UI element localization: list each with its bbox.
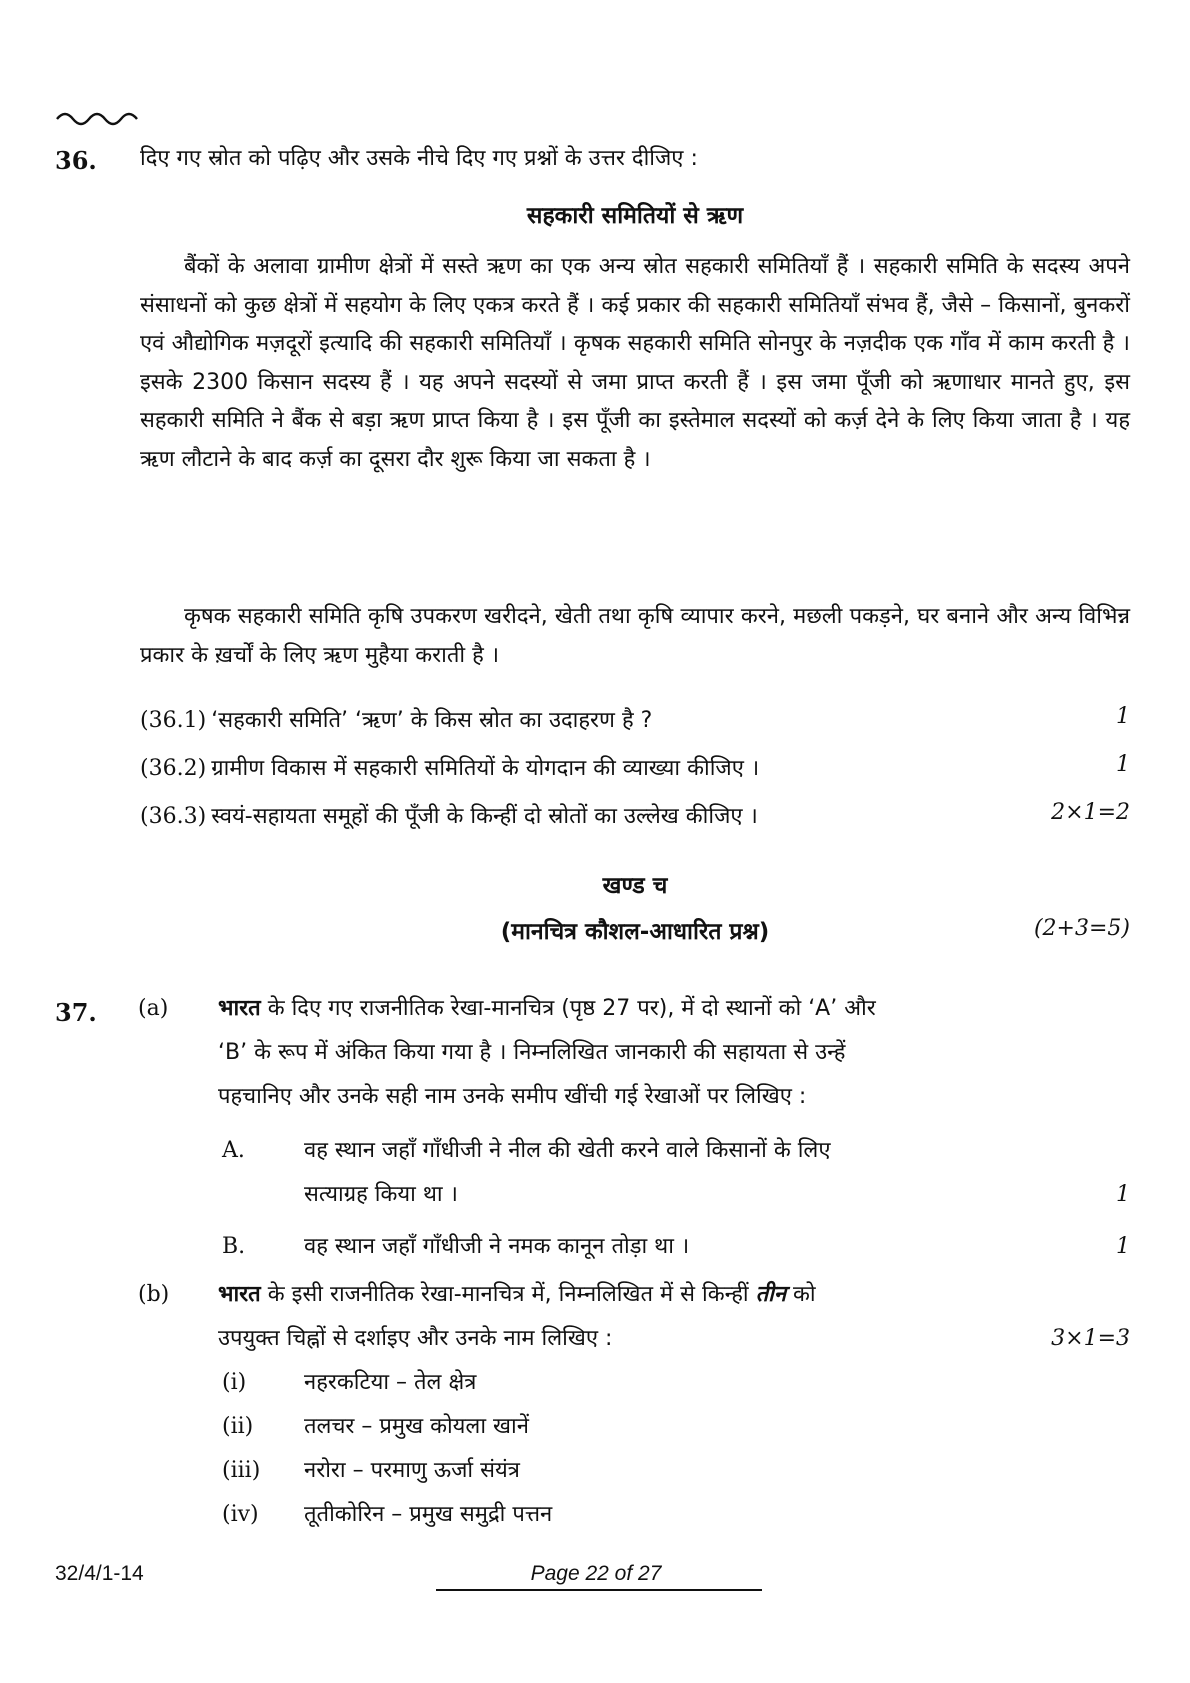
part-b-text <box>218 1276 1130 1358</box>
item-a-marks: 1 <box>1116 1182 1130 1207</box>
list-item-label: (iv) <box>222 1502 259 1527</box>
part-b-line1a: के इसी राजनीतिक रेखा-मानचित्र में, निम्नलिखित में से किन्हीं <box>260 1282 756 1307</box>
subquestion-label: (36.3) <box>140 804 207 829</box>
item-a-text <box>304 1132 1130 1214</box>
q36-instruction: दिए गए स्रोत को पढ़िए और उसके नीचे दिए गए प्रश्नों के उत्तर दीजिए : <box>140 146 698 171</box>
part-a-label: (a) <box>138 996 169 1021</box>
bold-keyword: भारत <box>218 996 261 1021</box>
passage-paragraph-1 <box>140 248 1130 479</box>
list-item-text: नरोरा – परमाणु ऊर्जा संयंत्र <box>304 1458 520 1483</box>
subquestion-36-1 <box>140 704 1130 734</box>
subquestion-text: ‘सहकारी समिति’ ‘ऋण’ के किस स्रोत का उदाहरण है ? <box>211 708 653 733</box>
emphasized-word: तीन <box>755 1282 787 1307</box>
part-a-text <box>218 990 1130 1116</box>
part-a-line1: के दिए गए राजनीतिक रेखा-मानचित्र (पृष्ठ 27 पर), में दो स्थानों को ‘A’ और <box>260 996 876 1021</box>
wave-decoration-icon <box>55 105 155 129</box>
item-a-label: A. <box>222 1138 245 1163</box>
marks: 1 <box>1116 704 1130 729</box>
part-b-line1b: को <box>786 1282 816 1307</box>
section-title: खण्ड च <box>602 873 668 899</box>
section-subtitle: (मानचित्र कौशल-आधारित प्रश्न) <box>500 919 770 945</box>
item-b-text: वह स्थान जहाँ गाँधीजी ने नमक कानून तोड़ा था । <box>304 1234 690 1259</box>
subquestion-36-2 <box>140 752 1130 782</box>
part-a-line2: ‘B’ के रूप में अंकित किया गया है । निम्नलिखित जानकारी की सहायता से उन्हें <box>218 1040 846 1065</box>
list-item-text: नहरकटिया – तेल क्षेत्र <box>304 1370 477 1395</box>
subquestion-label: (36.1) <box>140 708 207 733</box>
paragraph-2-text: कृषक सहकारी समिति कृषि उपकरण खरीदने, खेती तथा कृषि व्यापार करने, मछली पकड़ने, घर बनाने और अन्य विभिन्न प्रकार के ख़र्चों के लिए ऋण मुहैया कराती है । <box>140 604 1130 668</box>
part-a-line3: पहचानिए और उनके सही नाम उनके समीप खींची गई रेखाओं पर लिखिए : <box>218 1084 807 1109</box>
question-number-36: 36. <box>55 146 97 175</box>
marks: 1 <box>1116 752 1130 777</box>
subquestion-text: स्वयं-सहायता समूहों की पूँजी के किन्हीं दो स्रोतों का उल्लेख कीजिए । <box>211 804 758 829</box>
part-b-marks: 3×1=3 <box>1051 1326 1130 1351</box>
list-item-label: (iii) <box>222 1458 261 1483</box>
item-a-line1: वह स्थान जहाँ गाँधीजी ने नील की खेती करने वाले किसानों के लिए <box>304 1138 831 1163</box>
paragraph-1-text: बैंकों के अलावा ग्रामीण क्षेत्रों में सस्ते ऋण का एक अन्य स्रोत सहकारी समितियाँ हैं । सहकारी समिति के सदस्य अपने संसाधनों को कुछ क्षेत्रों में सहयोग के लिए एकत्र करते हैं । कई प्रकार की सहकारी समितियाँ संभव हैं, जैसे – किसानों, बुनकरों एवं औद्योगिक मज़दूरों इत्यादि की सहकारी समितियाँ । कृषक सहकारी समिति सोनपुर के नज़दीक एक गाँव में काम करती है । इसके 2300 किसान सदस्य हैं । यह अपने सदस्यों से जमा प्राप्त करती हैं । इस जमा पूँजी को ऋणाधार मानते हुए, इस सहकारी समिति ने बैंक से बड़ा ऋण प्राप्त किया है । इस पूँजी का इस्तेमाल सदस्यों को कर्ज़ देने के लिए किया जाता है । यह ऋण लौटाने के बाद कर्ज़ का दूसरा दौर शुरू किया जा सकता है । <box>140 254 1130 472</box>
list-item-label: (ii) <box>222 1414 254 1439</box>
list-item-label: (i) <box>222 1370 247 1395</box>
bold-keyword: भारत <box>218 1282 261 1307</box>
marks: 2×1=2 <box>1051 800 1130 825</box>
footer-rule <box>436 1589 762 1591</box>
subquestion-36-3 <box>140 800 1130 830</box>
passage-paragraph-2 <box>140 598 1130 675</box>
subquestion-text: ग्रामीण विकास में सहकारी समितियों के योगदान की व्याख्या कीजिए । <box>211 756 760 781</box>
page-number: Page 22 of 27 <box>530 1562 662 1585</box>
part-b-line2: उपयुक्त चिह्नों से दर्शाइए और उनके नाम लिखिए : <box>218 1326 613 1351</box>
item-a-line2: सत्याग्रह किया था । <box>304 1182 458 1207</box>
subquestion-label: (36.2) <box>140 756 207 781</box>
item-b-marks: 1 <box>1116 1234 1130 1259</box>
question-number-37: 37. <box>55 998 97 1027</box>
item-b-label: B. <box>222 1234 246 1259</box>
section-marks: (2+3=5) <box>1033 916 1130 941</box>
passage-title: सहकारी समितियों से ऋण <box>526 203 744 229</box>
list-item-text: तलचर – प्रमुख कोयला खानें <box>304 1414 529 1439</box>
paper-code: 32/4/1-14 <box>55 1562 144 1585</box>
list-item-text: तूतीकोरिन – प्रमुख समुद्री पत्तन <box>304 1502 553 1527</box>
part-b-label: (b) <box>138 1282 170 1307</box>
